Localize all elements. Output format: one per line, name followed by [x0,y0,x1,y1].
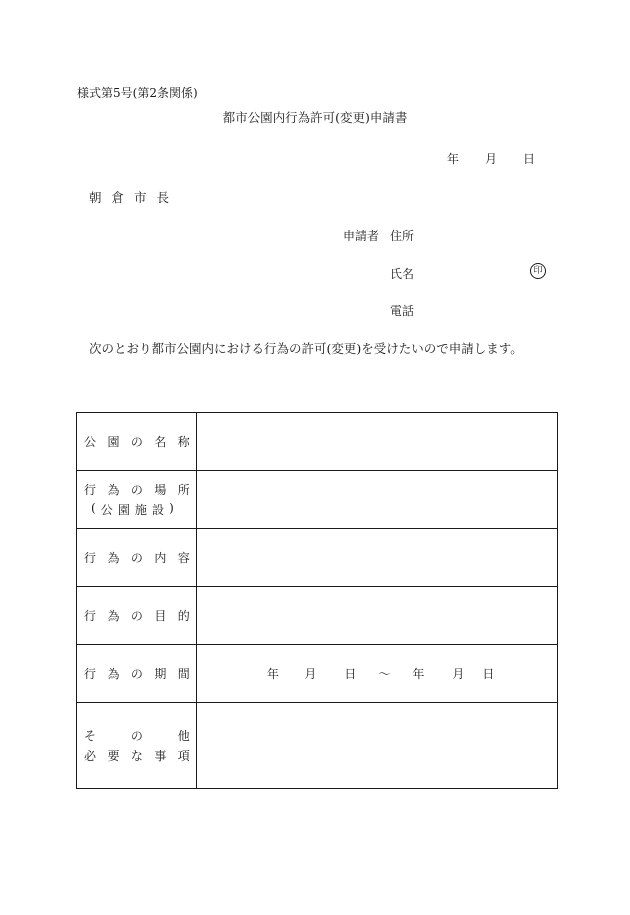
period-day-label: 日 [344,667,357,681]
table-row [77,413,558,471]
label-char: 行 [84,609,97,623]
address-label: 住所 [390,229,415,243]
label-char: の [130,435,143,449]
label-char: 事 [154,749,167,763]
document-title: 都市公園内行為許可(変更)申請書 [222,110,408,125]
activity-content-field[interactable] [196,529,557,587]
table-row [77,645,558,703]
label-char: 為 [107,551,120,565]
row-label [77,587,197,645]
label-char: 称 [177,435,190,449]
period-year-label: 年 [266,667,279,681]
label-char: そ [84,729,97,743]
label-char: 設 [151,503,164,517]
table-row [77,587,558,645]
label-char: の [130,483,143,497]
period-month-label: 月 [452,667,465,681]
label-char: の [130,667,143,681]
label-char: 必 [84,749,97,763]
addressee: 朝倉市長 [89,190,180,205]
period-month-label: 月 [304,667,317,681]
date-line [447,150,535,167]
label-char: 行 [84,551,97,565]
label-char: 場 [154,483,167,497]
seal-mark: 印 [530,263,546,279]
label-char: 名 [154,435,167,449]
period-tilde: 〜 [378,667,391,681]
form-number: 様式第5号(第2条関係) [77,86,198,100]
activity-location-field[interactable] [196,471,557,529]
label-char: の [130,551,143,565]
label-char: 園 [117,503,130,517]
label-char: の [130,609,143,623]
label-char: 公 [100,503,113,517]
date-month-label: 月 [485,152,498,166]
label-char: 期 [154,667,167,681]
period-day-label: 日 [482,667,495,681]
label-char: 他 [177,729,190,743]
label-char: ) [169,501,174,515]
label-char: 要 [107,749,120,763]
label-char: 間 [177,667,190,681]
activity-period-field[interactable] [196,645,557,703]
label-char: 為 [107,483,120,497]
name-label: 氏名 [390,267,415,281]
label-char: 施 [134,503,147,517]
row-label [77,703,197,789]
application-statement: 次のとおり都市公園内における行為の許可(変更)を受けたいので申請します。 [89,341,523,356]
row-label [77,529,197,587]
table-row [77,529,558,587]
label-char: 為 [107,667,120,681]
label-char: 目 [154,609,167,623]
label-char: な [130,749,143,763]
other-matters-field[interactable] [196,703,557,789]
label-char: 園 [107,435,120,449]
period-year-label: 年 [412,667,425,681]
label-char: 公 [84,435,97,449]
table-row [77,471,558,529]
label-char: 行 [84,667,97,681]
label-char: 内 [154,551,167,565]
applicant-label: 申請者 [343,229,380,243]
row-label [77,645,197,703]
application-table [76,412,558,789]
label-char: 容 [177,551,190,565]
row-label [77,471,197,529]
date-year-label: 年 [447,152,460,166]
row-label [77,413,197,471]
label-char: 為 [107,609,120,623]
label-char: 的 [177,609,190,623]
park-name-field[interactable] [196,413,557,471]
table-row [77,703,558,789]
date-day-label: 日 [523,152,536,166]
label-char: ( [91,501,96,515]
phone-label: 電話 [390,304,415,318]
label-char: 項 [177,749,190,763]
activity-purpose-field[interactable] [196,587,557,645]
label-char: の [130,729,143,743]
label-char: 所 [177,483,190,497]
label-char: 行 [84,483,97,497]
